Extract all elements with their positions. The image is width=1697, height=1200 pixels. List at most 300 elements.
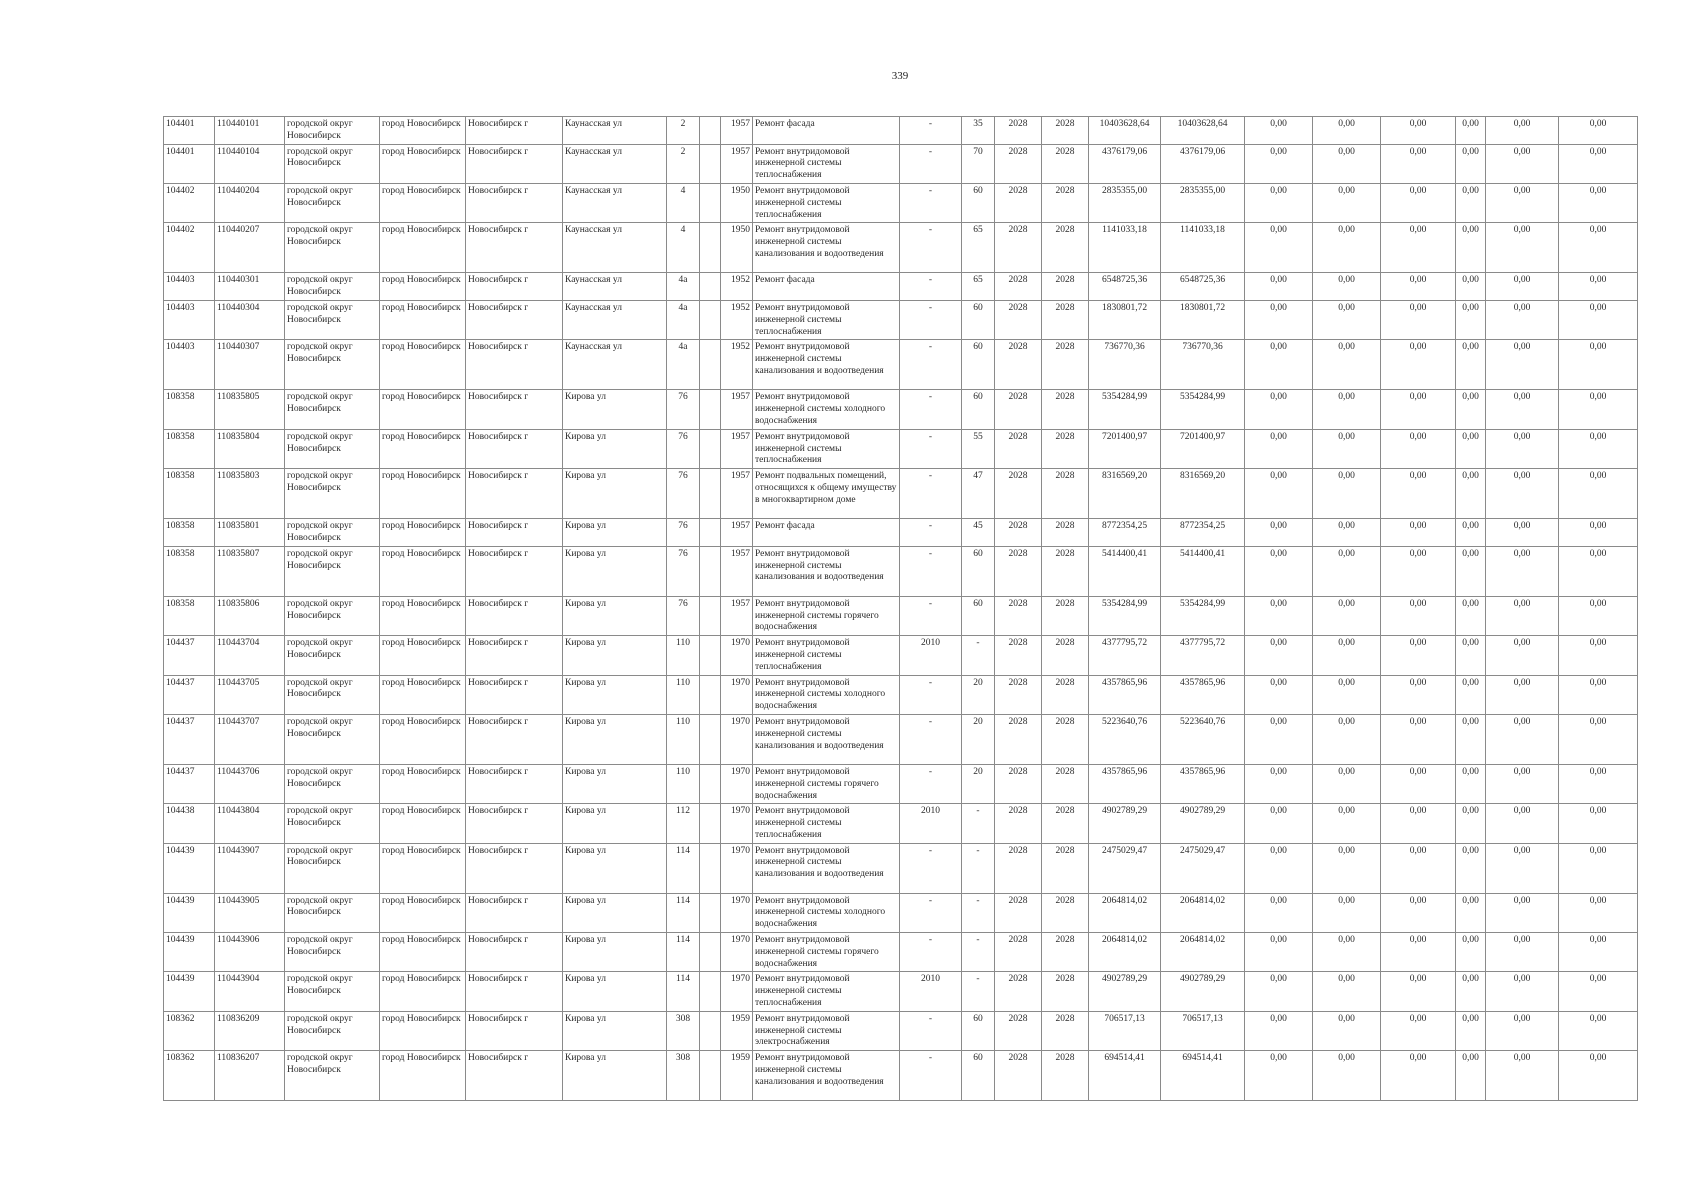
cell-plan-start-year: 2028	[995, 183, 1042, 222]
cell-cost-total: 4357865,96	[1089, 764, 1161, 803]
cell-house-number: 4а	[667, 273, 700, 301]
cell-work-type: Ремонт внутридомовой инженерной системы холодного водоснабжения	[753, 390, 900, 429]
cell-work-id: 110835806	[215, 596, 285, 635]
cell-plan-start-year: 2028	[995, 340, 1042, 390]
cell-plan-end-year: 2028	[1042, 469, 1089, 519]
cell-subsidy-local: 0,00	[1381, 546, 1456, 596]
cell-house-id: 108358	[164, 390, 215, 429]
cell-cost-fund: 8316569,20	[1161, 469, 1245, 519]
table-row	[164, 340, 1638, 390]
cell-house-number: 112	[667, 804, 700, 843]
table-body	[164, 117, 1638, 1101]
cell-cost-total: 1830801,72	[1089, 300, 1161, 339]
cell-cost-total: 5354284,99	[1089, 390, 1161, 429]
cell-cost-fund: 4377795,72	[1161, 636, 1245, 675]
cell-street: Кирова ул	[563, 933, 667, 972]
cell-house-number: 110	[667, 714, 700, 764]
cell-building	[700, 1011, 721, 1050]
cell-owners-funds: 0,00	[1486, 714, 1559, 764]
cell-subsidy-other: 0,00	[1456, 596, 1486, 635]
cell-cost-fund: 6548725,36	[1161, 273, 1245, 301]
table-row	[164, 223, 1638, 273]
cell-settlement: город Новосибирск	[380, 843, 466, 893]
cell-work-id: 110440307	[215, 340, 285, 390]
cell-other-funds: 0,00	[1559, 390, 1638, 429]
cell-wear-percent: 45	[962, 519, 995, 547]
cell-municipal-district: городской округ Новосибирск	[285, 469, 380, 519]
cell-building	[700, 144, 721, 183]
cell-cost-total: 4376179,06	[1089, 144, 1161, 183]
cell-cost-total: 8772354,25	[1089, 519, 1161, 547]
cell-city: Новосибирск г	[466, 546, 563, 596]
cell-cost-fund: 5354284,99	[1161, 390, 1245, 429]
cell-subsidy-regional: 0,00	[1313, 933, 1381, 972]
cell-plan-start-year: 2028	[995, 675, 1042, 714]
cell-plan-end-year: 2028	[1042, 1051, 1089, 1101]
cell-building	[700, 972, 721, 1011]
cell-cost-total: 2064814,02	[1089, 933, 1161, 972]
cell-plan-start-year: 2028	[995, 804, 1042, 843]
cell-cost-total: 4377795,72	[1089, 636, 1161, 675]
cell-work-type: Ремонт внутридомовой инженерной системы холодного водоснабжения	[753, 893, 900, 932]
cell-subsidy-regional: 0,00	[1313, 300, 1381, 339]
cell-plan-start-year: 2028	[995, 300, 1042, 339]
cell-building	[700, 714, 721, 764]
cell-city: Новосибирск г	[466, 340, 563, 390]
cell-municipal-district: городской округ Новосибирск	[285, 714, 380, 764]
cell-subsidy-other: 0,00	[1456, 546, 1486, 596]
cell-wear-percent: 20	[962, 764, 995, 803]
cell-municipal-district: городской округ Новосибирск	[285, 893, 380, 932]
cell-work-id: 110443904	[215, 972, 285, 1011]
cell-last-repair-year: -	[900, 1051, 962, 1101]
cell-other-funds: 0,00	[1559, 183, 1638, 222]
cell-settlement: город Новосибирск	[380, 1051, 466, 1101]
cell-other-funds: 0,00	[1559, 519, 1638, 547]
cell-subsidy-other: 0,00	[1456, 469, 1486, 519]
cell-municipal-district: городской округ Новосибирск	[285, 933, 380, 972]
cell-plan-start-year: 2028	[995, 117, 1042, 145]
cell-street: Кирова ул	[563, 893, 667, 932]
cell-municipal-district: городской округ Новосибирск	[285, 223, 380, 273]
cell-year-built: 1952	[721, 273, 753, 301]
cell-last-repair-year: -	[900, 144, 962, 183]
cell-building	[700, 764, 721, 803]
cell-house-id: 104401	[164, 144, 215, 183]
cell-subsidy-federal: 0,00	[1245, 764, 1313, 803]
cell-house-number: 76	[667, 469, 700, 519]
cell-cost-fund: 1830801,72	[1161, 300, 1245, 339]
cell-last-repair-year: -	[900, 546, 962, 596]
cell-owners-funds: 0,00	[1486, 144, 1559, 183]
cell-work-id: 110443907	[215, 843, 285, 893]
cell-wear-percent: -	[962, 636, 995, 675]
cell-cost-total: 4357865,96	[1089, 675, 1161, 714]
cell-settlement: город Новосибирск	[380, 300, 466, 339]
cell-other-funds: 0,00	[1559, 1051, 1638, 1101]
cell-house-number: 4	[667, 223, 700, 273]
cell-subsidy-regional: 0,00	[1313, 144, 1381, 183]
cell-subsidy-federal: 0,00	[1245, 300, 1313, 339]
cell-city: Новосибирск г	[466, 223, 563, 273]
cell-year-built: 1950	[721, 223, 753, 273]
cell-house-id: 108358	[164, 469, 215, 519]
cell-settlement: город Новосибирск	[380, 144, 466, 183]
cell-street: Кирова ул	[563, 519, 667, 547]
cell-cost-fund: 706517,13	[1161, 1011, 1245, 1050]
cell-wear-percent: -	[962, 972, 995, 1011]
cell-plan-end-year: 2028	[1042, 1011, 1089, 1050]
cell-subsidy-regional: 0,00	[1313, 764, 1381, 803]
cell-street: Кирова ул	[563, 1011, 667, 1050]
cell-owners-funds: 0,00	[1486, 636, 1559, 675]
cell-wear-percent: 65	[962, 273, 995, 301]
cell-subsidy-regional: 0,00	[1313, 429, 1381, 468]
cell-cost-total: 2835355,00	[1089, 183, 1161, 222]
cell-last-repair-year: -	[900, 893, 962, 932]
cell-house-number: 76	[667, 596, 700, 635]
cell-subsidy-federal: 0,00	[1245, 893, 1313, 932]
cell-year-built: 1970	[721, 636, 753, 675]
cell-city: Новосибирск г	[466, 117, 563, 145]
cell-subsidy-local: 0,00	[1381, 804, 1456, 843]
cell-wear-percent: 60	[962, 1051, 995, 1101]
cell-other-funds: 0,00	[1559, 340, 1638, 390]
cell-municipal-district: городской округ Новосибирск	[285, 273, 380, 301]
cell-owners-funds: 0,00	[1486, 596, 1559, 635]
cell-subsidy-regional: 0,00	[1313, 596, 1381, 635]
cell-settlement: город Новосибирск	[380, 636, 466, 675]
cell-cost-total: 2475029,47	[1089, 843, 1161, 893]
table-row	[164, 117, 1638, 145]
cell-plan-start-year: 2028	[995, 714, 1042, 764]
cell-owners-funds: 0,00	[1486, 183, 1559, 222]
cell-owners-funds: 0,00	[1486, 519, 1559, 547]
cell-street: Каунасская ул	[563, 340, 667, 390]
cell-city: Новосибирск г	[466, 469, 563, 519]
cell-house-id: 108358	[164, 519, 215, 547]
cell-wear-percent: 60	[962, 596, 995, 635]
cell-wear-percent: 55	[962, 429, 995, 468]
cell-cost-fund: 2064814,02	[1161, 893, 1245, 932]
cell-city: Новосибирск г	[466, 144, 563, 183]
table-row	[164, 429, 1638, 468]
cell-house-number: 2	[667, 117, 700, 145]
cell-plan-end-year: 2028	[1042, 546, 1089, 596]
cell-work-type: Ремонт внутридомовой инженерной системы канализования и водоотведения	[753, 1051, 900, 1101]
repair-program-table	[163, 116, 1638, 1101]
cell-wear-percent: 60	[962, 546, 995, 596]
cell-last-repair-year: -	[900, 675, 962, 714]
cell-year-built: 1970	[721, 893, 753, 932]
cell-cost-fund: 4902789,29	[1161, 804, 1245, 843]
cell-work-id: 110443804	[215, 804, 285, 843]
table-row	[164, 764, 1638, 803]
cell-municipal-district: городской округ Новосибирск	[285, 596, 380, 635]
cell-work-type: Ремонт внутридомовой инженерной системы холодного водоснабжения	[753, 675, 900, 714]
cell-subsidy-regional: 0,00	[1313, 223, 1381, 273]
cell-subsidy-other: 0,00	[1456, 223, 1486, 273]
cell-other-funds: 0,00	[1559, 546, 1638, 596]
cell-building	[700, 340, 721, 390]
cell-house-id: 104437	[164, 714, 215, 764]
cell-settlement: город Новосибирск	[380, 546, 466, 596]
cell-settlement: город Новосибирск	[380, 804, 466, 843]
cell-house-id: 104402	[164, 183, 215, 222]
cell-subsidy-federal: 0,00	[1245, 519, 1313, 547]
cell-street: Кирова ул	[563, 804, 667, 843]
cell-street: Кирова ул	[563, 429, 667, 468]
cell-cost-fund: 5223640,76	[1161, 714, 1245, 764]
cell-other-funds: 0,00	[1559, 469, 1638, 519]
table-row	[164, 1051, 1638, 1101]
cell-subsidy-other: 0,00	[1456, 804, 1486, 843]
cell-owners-funds: 0,00	[1486, 429, 1559, 468]
cell-city: Новосибирск г	[466, 273, 563, 301]
cell-work-id: 110440304	[215, 300, 285, 339]
cell-cost-total: 2064814,02	[1089, 893, 1161, 932]
cell-subsidy-other: 0,00	[1456, 933, 1486, 972]
cell-street: Кирова ул	[563, 390, 667, 429]
cell-subsidy-local: 0,00	[1381, 519, 1456, 547]
cell-cost-fund: 694514,41	[1161, 1051, 1245, 1101]
cell-plan-start-year: 2028	[995, 933, 1042, 972]
cell-plan-end-year: 2028	[1042, 843, 1089, 893]
cell-settlement: город Новосибирск	[380, 764, 466, 803]
cell-last-repair-year: -	[900, 340, 962, 390]
table-row	[164, 675, 1638, 714]
cell-subsidy-local: 0,00	[1381, 429, 1456, 468]
cell-settlement: город Новосибирск	[380, 390, 466, 429]
cell-settlement: город Новосибирск	[380, 933, 466, 972]
cell-cost-fund: 8772354,25	[1161, 519, 1245, 547]
cell-house-number: 114	[667, 843, 700, 893]
cell-municipal-district: городской округ Новосибирск	[285, 390, 380, 429]
cell-subsidy-local: 0,00	[1381, 596, 1456, 635]
cell-other-funds: 0,00	[1559, 636, 1638, 675]
cell-city: Новосибирск г	[466, 714, 563, 764]
cell-subsidy-regional: 0,00	[1313, 390, 1381, 429]
cell-city: Новосибирск г	[466, 300, 563, 339]
cell-cost-fund: 2475029,47	[1161, 843, 1245, 893]
cell-building	[700, 273, 721, 301]
cell-work-type: Ремонт внутридомовой инженерной системы канализования и водоотведения	[753, 546, 900, 596]
cell-work-type: Ремонт внутридомовой инженерной системы электроснабжения	[753, 1011, 900, 1050]
cell-subsidy-regional: 0,00	[1313, 804, 1381, 843]
cell-work-id: 110443704	[215, 636, 285, 675]
cell-last-repair-year: -	[900, 273, 962, 301]
cell-subsidy-other: 0,00	[1456, 273, 1486, 301]
cell-building	[700, 636, 721, 675]
cell-building	[700, 933, 721, 972]
cell-plan-end-year: 2028	[1042, 223, 1089, 273]
cell-subsidy-regional: 0,00	[1313, 340, 1381, 390]
cell-last-repair-year: 2010	[900, 972, 962, 1011]
cell-plan-end-year: 2028	[1042, 714, 1089, 764]
cell-house-number: 114	[667, 893, 700, 932]
cell-house-id: 104437	[164, 764, 215, 803]
cell-street: Каунасская ул	[563, 223, 667, 273]
cell-settlement: город Новосибирск	[380, 273, 466, 301]
cell-wear-percent: 65	[962, 223, 995, 273]
cell-subsidy-local: 0,00	[1381, 893, 1456, 932]
cell-street: Кирова ул	[563, 636, 667, 675]
cell-house-number: 2	[667, 144, 700, 183]
cell-work-type: Ремонт внутридомовой инженерной системы горячего водоснабжения	[753, 764, 900, 803]
cell-owners-funds: 0,00	[1486, 117, 1559, 145]
cell-wear-percent: 70	[962, 144, 995, 183]
cell-subsidy-local: 0,00	[1381, 636, 1456, 675]
cell-subsidy-federal: 0,00	[1245, 596, 1313, 635]
cell-wear-percent: 60	[962, 1011, 995, 1050]
cell-wear-percent: 60	[962, 340, 995, 390]
cell-year-built: 1959	[721, 1011, 753, 1050]
cell-plan-start-year: 2028	[995, 223, 1042, 273]
cell-work-type: Ремонт внутридомовой инженерной системы теплоснабжения	[753, 804, 900, 843]
cell-plan-end-year: 2028	[1042, 390, 1089, 429]
table-row	[164, 933, 1638, 972]
cell-settlement: город Новосибирск	[380, 340, 466, 390]
cell-last-repair-year: -	[900, 117, 962, 145]
cell-subsidy-other: 0,00	[1456, 714, 1486, 764]
cell-building	[700, 117, 721, 145]
cell-subsidy-other: 0,00	[1456, 144, 1486, 183]
cell-plan-start-year: 2028	[995, 843, 1042, 893]
cell-settlement: город Новосибирск	[380, 893, 466, 932]
cell-building	[700, 675, 721, 714]
cell-street: Кирова ул	[563, 675, 667, 714]
cell-municipal-district: городской округ Новосибирск	[285, 300, 380, 339]
table-row	[164, 636, 1638, 675]
cell-house-number: 4а	[667, 340, 700, 390]
cell-house-id: 104438	[164, 804, 215, 843]
cell-work-type: Ремонт фасада	[753, 519, 900, 547]
cell-house-number: 110	[667, 764, 700, 803]
cell-work-id: 110835805	[215, 390, 285, 429]
cell-subsidy-local: 0,00	[1381, 933, 1456, 972]
cell-plan-start-year: 2028	[995, 144, 1042, 183]
cell-cost-total: 5414400,41	[1089, 546, 1161, 596]
cell-wear-percent: 60	[962, 390, 995, 429]
cell-last-repair-year: -	[900, 933, 962, 972]
cell-wear-percent: -	[962, 933, 995, 972]
cell-owners-funds: 0,00	[1486, 804, 1559, 843]
cell-municipal-district: городской округ Новосибирск	[285, 546, 380, 596]
cell-plan-start-year: 2028	[995, 764, 1042, 803]
cell-house-id: 104439	[164, 893, 215, 932]
cell-subsidy-federal: 0,00	[1245, 1051, 1313, 1101]
cell-owners-funds: 0,00	[1486, 546, 1559, 596]
cell-subsidy-local: 0,00	[1381, 390, 1456, 429]
cell-house-id: 104401	[164, 117, 215, 145]
cell-wear-percent: 35	[962, 117, 995, 145]
cell-plan-end-year: 2028	[1042, 933, 1089, 972]
cell-subsidy-local: 0,00	[1381, 764, 1456, 803]
cell-work-id: 110440207	[215, 223, 285, 273]
cell-last-repair-year: -	[900, 469, 962, 519]
cell-work-id: 110440104	[215, 144, 285, 183]
cell-subsidy-local: 0,00	[1381, 469, 1456, 519]
cell-other-funds: 0,00	[1559, 300, 1638, 339]
cell-work-id: 110443906	[215, 933, 285, 972]
cell-other-funds: 0,00	[1559, 804, 1638, 843]
cell-house-id: 104439	[164, 933, 215, 972]
cell-work-type: Ремонт внутридомовой инженерной системы горячего водоснабжения	[753, 933, 900, 972]
cell-wear-percent: -	[962, 843, 995, 893]
cell-other-funds: 0,00	[1559, 675, 1638, 714]
cell-plan-end-year: 2028	[1042, 804, 1089, 843]
cell-subsidy-local: 0,00	[1381, 183, 1456, 222]
cell-last-repair-year: -	[900, 596, 962, 635]
cell-work-id: 110835804	[215, 429, 285, 468]
table-row	[164, 804, 1638, 843]
cell-year-built: 1970	[721, 972, 753, 1011]
cell-wear-percent: 60	[962, 183, 995, 222]
table-row	[164, 144, 1638, 183]
cell-municipal-district: городской округ Новосибирск	[285, 804, 380, 843]
cell-cost-fund: 4902789,29	[1161, 972, 1245, 1011]
table-row	[164, 519, 1638, 547]
table-row	[164, 469, 1638, 519]
cell-last-repair-year: -	[900, 183, 962, 222]
cell-cost-total: 10403628,64	[1089, 117, 1161, 145]
cell-subsidy-regional: 0,00	[1313, 469, 1381, 519]
cell-municipal-district: городской округ Новосибирск	[285, 764, 380, 803]
cell-year-built: 1970	[721, 933, 753, 972]
cell-other-funds: 0,00	[1559, 893, 1638, 932]
cell-cost-total: 706517,13	[1089, 1011, 1161, 1050]
cell-municipal-district: городской округ Новосибирск	[285, 843, 380, 893]
cell-subsidy-federal: 0,00	[1245, 273, 1313, 301]
cell-building	[700, 390, 721, 429]
cell-street: Кирова ул	[563, 972, 667, 1011]
cell-building	[700, 469, 721, 519]
cell-city: Новосибирск г	[466, 596, 563, 635]
cell-year-built: 1957	[721, 429, 753, 468]
cell-subsidy-regional: 0,00	[1313, 546, 1381, 596]
cell-plan-start-year: 2028	[995, 469, 1042, 519]
cell-municipal-district: городской округ Новосибирск	[285, 1051, 380, 1101]
cell-subsidy-federal: 0,00	[1245, 972, 1313, 1011]
cell-settlement: город Новосибирск	[380, 183, 466, 222]
cell-other-funds: 0,00	[1559, 117, 1638, 145]
cell-settlement: город Новосибирск	[380, 429, 466, 468]
cell-last-repair-year: -	[900, 429, 962, 468]
cell-cost-total: 5223640,76	[1089, 714, 1161, 764]
cell-subsidy-local: 0,00	[1381, 972, 1456, 1011]
cell-cost-total: 8316569,20	[1089, 469, 1161, 519]
cell-year-built: 1957	[721, 519, 753, 547]
cell-city: Новосибирск г	[466, 893, 563, 932]
cell-settlement: город Новосибирск	[380, 117, 466, 145]
cell-subsidy-federal: 0,00	[1245, 546, 1313, 596]
cell-subsidy-other: 0,00	[1456, 972, 1486, 1011]
cell-settlement: город Новосибирск	[380, 714, 466, 764]
cell-plan-end-year: 2028	[1042, 117, 1089, 145]
cell-other-funds: 0,00	[1559, 273, 1638, 301]
cell-building	[700, 596, 721, 635]
cell-cost-fund: 2835355,00	[1161, 183, 1245, 222]
cell-subsidy-regional: 0,00	[1313, 117, 1381, 145]
cell-municipal-district: городской округ Новосибирск	[285, 1011, 380, 1050]
cell-cost-fund: 5414400,41	[1161, 546, 1245, 596]
cell-municipal-district: городской округ Новосибирск	[285, 117, 380, 145]
cell-owners-funds: 0,00	[1486, 300, 1559, 339]
cell-cost-fund: 7201400,97	[1161, 429, 1245, 468]
cell-subsidy-local: 0,00	[1381, 1051, 1456, 1101]
cell-other-funds: 0,00	[1559, 933, 1638, 972]
page-number: 339	[891, 70, 909, 82]
